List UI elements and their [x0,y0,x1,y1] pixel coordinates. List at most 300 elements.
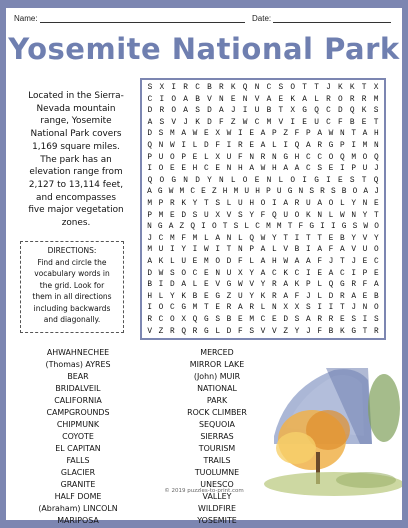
grid-letter[interactable]: D [181,211,186,220]
date-field[interactable] [252,14,391,23]
grid-letter[interactable]: J [147,234,152,243]
grid-letter[interactable]: L [244,223,250,232]
grid-letter[interactable]: R [192,327,198,336]
grid-letter[interactable]: R [260,153,266,162]
grid-letter[interactable]: A [183,107,188,116]
grid-letter[interactable]: N [373,142,379,150]
grid-letter[interactable]: I [147,165,152,174]
grid-letter[interactable]: I [339,165,345,174]
grid-letter[interactable]: L [169,258,175,266]
grid-letter[interactable]: W [363,223,369,232]
grid-letter[interactable]: G [226,281,232,290]
grid-letter[interactable]: E [302,118,307,127]
grid-letter[interactable]: E [203,281,209,290]
grid-letter[interactable]: W [283,258,288,266]
grid-letter[interactable]: M [362,142,368,150]
grid-letter[interactable]: A [317,200,322,208]
grid-letter[interactable]: U [226,269,232,278]
grid-letter[interactable]: B [226,316,232,324]
grid-letter[interactable]: C [255,223,260,232]
grid-letter[interactable]: V [147,327,152,336]
grid-letter[interactable]: U [181,258,186,266]
grid-letter[interactable]: P [339,142,345,150]
grid-letter[interactable]: R [326,95,331,104]
grid-letter[interactable]: U [158,153,164,162]
grid-letter[interactable]: K [181,292,186,301]
grid-letter[interactable]: I [192,246,198,255]
grid-letter[interactable]: G [171,176,177,185]
grid-letter[interactable]: C [326,107,331,116]
grid-letter[interactable]: Q [271,211,277,220]
grid-letter[interactable]: I [302,176,307,185]
grid-letter[interactable]: Y [249,269,254,278]
grid-letter[interactable]: M [266,223,271,232]
grid-letter[interactable]: Y [249,292,254,301]
grid-letter[interactable]: W [260,234,266,243]
grid-letter[interactable]: A [362,130,368,139]
grid-letter[interactable]: F [294,130,300,139]
grid-letter[interactable]: V [226,211,232,220]
grid-letter[interactable]: I [169,246,175,255]
grid-letter[interactable]: J [373,165,379,174]
grid-letter[interactable]: H [222,188,228,197]
grid-letter[interactable]: Q [349,107,355,116]
grid-letter[interactable]: J [351,258,356,266]
grid-letter[interactable]: I [237,130,243,139]
grid-letter[interactable]: F [317,327,322,336]
grid-letter[interactable]: C [203,165,209,174]
grid-letter[interactable]: P [147,211,152,220]
date-line[interactable] [273,14,391,23]
grid-letter[interactable]: S [330,188,336,197]
grid-letter[interactable]: R [271,292,277,301]
grid-letter[interactable]: I [351,142,356,150]
grid-letter[interactable]: O [290,176,296,185]
grid-letter[interactable]: C [317,153,322,162]
grid-letter[interactable]: X [181,316,186,324]
grid-letter[interactable]: U [237,292,243,301]
grid-letter[interactable]: S [294,316,300,324]
grid-letter[interactable]: E [169,211,175,220]
grid-letter[interactable]: D [203,142,209,150]
grid-letter[interactable]: A [294,258,300,266]
grid-letter[interactable]: L [192,281,198,290]
grid-letter[interactable]: A [317,246,322,255]
grid-letter[interactable]: K [195,118,200,127]
grid-letter[interactable]: P [249,246,254,255]
grid-letter[interactable]: R [183,84,188,92]
grid-letter[interactable]: M [276,223,282,232]
name-field[interactable] [14,14,245,23]
grid-letter[interactable]: A [147,188,152,197]
grid-letter[interactable]: E [373,200,379,208]
grid-letter[interactable]: N [254,84,260,92]
grid-letter[interactable]: E [169,165,175,174]
grid-letter[interactable]: S [233,223,239,232]
grid-letter[interactable]: G [203,327,209,336]
grid-letter[interactable]: U [244,188,250,197]
grid-letter[interactable]: C [254,118,260,127]
grid-letter[interactable]: H [255,188,260,197]
grid-letter[interactable]: D [147,107,153,116]
grid-letter[interactable]: M [158,211,164,220]
grid-letter[interactable]: K [337,84,343,92]
grid-letter[interactable]: L [192,142,198,150]
grid-letter[interactable]: K [305,211,311,220]
grid-letter[interactable]: Y [294,327,300,336]
grid-letter[interactable]: D [147,130,152,139]
grid-letter[interactable]: I [362,316,368,324]
grid-letter[interactable]: D [147,269,152,278]
grid-letter[interactable]: X [215,153,220,162]
grid-letter[interactable]: P [147,153,152,162]
grid-letter[interactable]: A [147,258,152,266]
grid-letter[interactable]: O [362,153,368,162]
grid-letter[interactable]: C [192,269,198,278]
grid-letter[interactable]: X [215,211,220,220]
grid-letter[interactable]: C [158,316,164,324]
grid-letter[interactable]: E [249,142,254,150]
grid-letter[interactable]: F [298,223,304,232]
grid-letter[interactable]: T [339,258,345,266]
grid-letter[interactable]: X [373,84,379,92]
grid-letter[interactable]: N [266,176,272,185]
grid-letter[interactable]: K [181,200,186,208]
grid-letter[interactable]: O [373,246,379,255]
grid-letter[interactable]: C [158,234,164,243]
grid-letter[interactable]: Y [169,292,175,301]
grid-letter[interactable]: Z [158,327,164,336]
grid-letter[interactable]: J [305,292,311,301]
grid-letter[interactable]: M [169,130,175,139]
grid-letter[interactable]: N [242,95,248,104]
grid-letter[interactable]: P [305,130,311,139]
grid-letter[interactable]: O [373,304,379,313]
grid-letter[interactable]: T [373,211,379,220]
grid-letter[interactable]: I [159,95,165,104]
grid-letter[interactable]: G [328,142,334,150]
grid-letter[interactable]: C [195,84,200,92]
grid-letter[interactable]: U [254,107,260,116]
grid-letter[interactable]: I [317,304,322,313]
grid-letter[interactable]: T [361,176,367,185]
grid-letter[interactable]: M [147,200,152,208]
grid-letter[interactable]: M [169,234,175,243]
grid-letter[interactable]: A [294,165,300,174]
grid-letter[interactable]: R [147,316,152,324]
grid-letter[interactable]: L [328,211,334,220]
grid-letter[interactable]: S [195,107,200,116]
grid-letter[interactable]: F [294,292,300,301]
grid-letter[interactable]: I [271,200,277,208]
grid-letter[interactable]: I [290,118,296,127]
grid-letter[interactable]: B [349,118,355,127]
grid-letter[interactable]: T [305,234,311,243]
grid-letter[interactable]: D [337,107,343,116]
grid-letter[interactable]: U [158,246,164,255]
grid-letter[interactable]: Y [249,211,254,220]
grid-letter[interactable]: Y [351,200,356,208]
grid-letter[interactable]: N [362,304,368,313]
grid-letter[interactable]: G [302,107,307,116]
grid-letter[interactable]: K [283,269,288,278]
grid-letter[interactable]: N [226,165,232,174]
grid-letter[interactable]: J [326,84,331,92]
grid-letter[interactable]: N [317,211,322,220]
grid-letter[interactable]: U [237,200,243,208]
grid-letter[interactable]: M [266,118,272,127]
grid-letter[interactable]: U [283,211,288,220]
grid-letter[interactable]: I [171,84,177,92]
grid-letter[interactable]: J [305,327,311,336]
grid-letter[interactable]: W [158,269,164,278]
grid-letter[interactable]: R [349,95,355,104]
grid-letter[interactable]: L [230,176,236,185]
grid-letter[interactable]: V [260,327,266,336]
grid-letter[interactable]: T [351,130,356,139]
grid-letter[interactable]: G [314,176,319,185]
grid-letter[interactable]: O [328,153,334,162]
grid-letter[interactable]: O [211,223,217,232]
grid-letter[interactable]: P [351,165,356,174]
grid-letter[interactable]: I [215,246,220,255]
grid-letter[interactable]: A [168,223,174,232]
grid-letter[interactable]: A [183,95,188,104]
grid-letter[interactable]: A [373,281,379,290]
grid-letter[interactable]: O [290,84,296,92]
grid-letter[interactable]: O [328,200,334,208]
grid-letter[interactable]: K [339,327,345,336]
grid-letter[interactable]: Z [211,188,217,197]
grid-letter[interactable]: R [159,107,165,116]
grid-letter[interactable]: F [218,118,224,127]
grid-letter[interactable]: Y [351,234,356,243]
grid-letter[interactable]: O [294,211,300,220]
grid-letter[interactable]: E [237,316,243,324]
grid-letter[interactable]: H [192,165,198,174]
grid-letter[interactable]: E [192,258,198,266]
grid-letter[interactable]: D [195,176,200,185]
grid-letter[interactable]: E [192,153,198,162]
grid-letter[interactable]: E [230,95,236,104]
grid-letter[interactable]: W [260,165,266,174]
grid-letter[interactable]: G [181,304,186,313]
grid-letter[interactable]: A [215,234,220,243]
grid-letter[interactable]: Z [226,292,232,301]
grid-letter[interactable]: Q [192,316,198,324]
grid-letter[interactable]: E [254,176,260,185]
grid-letter[interactable]: W [192,130,198,139]
grid-letter[interactable]: V [215,281,220,290]
grid-letter[interactable]: H [271,258,277,266]
grid-letter[interactable]: H [249,200,254,208]
grid-letter[interactable]: Z [230,118,236,127]
grid-letter[interactable]: B [373,292,379,301]
grid-letter[interactable]: W [168,188,174,197]
grid-letter[interactable]: G [203,316,209,324]
grid-letter[interactable]: Q [147,142,152,150]
grid-letter[interactable]: C [271,269,277,278]
grid-letter[interactable]: D [283,316,288,324]
grid-letter[interactable]: Q [242,84,248,92]
grid-letter[interactable]: G [351,327,356,336]
grid-letter[interactable]: C [305,153,311,162]
grid-letter[interactable]: E [328,234,334,243]
grid-letter[interactable]: N [351,211,356,220]
grid-letter[interactable]: M [233,188,239,197]
grid-letter[interactable]: R [169,327,175,336]
grid-letter[interactable]: Y [373,234,379,243]
grid-letter[interactable]: L [271,246,277,255]
grid-letter[interactable]: X [283,304,288,313]
grid-letter[interactable]: X [215,130,220,139]
grid-letter[interactable]: Z [283,130,288,139]
grid-letter[interactable]: R [317,142,322,150]
grid-letter[interactable]: S [169,269,175,278]
grid-letter[interactable]: L [203,234,209,243]
grid-letter[interactable]: I [328,304,334,313]
grid-letter[interactable]: W [339,211,345,220]
grid-letter[interactable]: L [314,95,319,104]
grid-letter[interactable]: S [352,223,358,232]
grid-letter[interactable]: N [298,188,304,197]
grid-letter[interactable]: E [215,304,220,313]
grid-letter[interactable]: S [309,188,315,197]
grid-letter[interactable]: N [218,176,224,185]
grid-letter[interactable]: C [305,165,311,174]
grid-letter[interactable]: O [171,95,177,104]
grid-letter[interactable]: R [237,142,243,150]
grid-letter[interactable]: H [373,130,379,139]
grid-letter[interactable]: Q [373,176,379,185]
grid-letter[interactable]: T [203,304,209,313]
grid-letter[interactable]: S [215,316,220,324]
name-line[interactable] [40,14,245,23]
grid-letter[interactable]: N [218,95,224,104]
grid-letter[interactable]: L [215,327,220,336]
grid-letter[interactable]: C [373,258,379,266]
grid-letter[interactable]: J [374,188,379,197]
grid-letter[interactable]: S [159,118,165,127]
grid-letter[interactable]: S [305,304,311,313]
grid-letter[interactable]: N [158,142,164,150]
grid-letter[interactable]: C [147,95,153,104]
grid-letter[interactable]: F [215,142,220,150]
grid-letter[interactable]: O [374,223,379,232]
grid-letter[interactable]: Q [190,223,196,232]
grid-letter[interactable]: A [218,107,224,116]
grid-letter[interactable]: A [260,130,266,139]
grid-letter[interactable]: R [169,200,175,208]
grid-letter[interactable]: C [260,316,266,324]
grid-letter[interactable]: R [294,200,300,208]
grid-letter[interactable]: E [373,269,379,278]
grid-letter[interactable]: C [169,304,175,313]
grid-letter[interactable]: O [260,200,266,208]
grid-letter[interactable]: Q [147,176,153,185]
grid-letter[interactable]: X [159,84,165,92]
grid-letter[interactable]: E [215,165,220,174]
grid-letter[interactable]: X [237,269,243,278]
grid-letter[interactable]: C [339,269,345,278]
grid-letter[interactable]: E [317,269,322,278]
grid-letter[interactable]: F [362,281,368,290]
grid-letter[interactable]: V [271,327,277,336]
grid-letter[interactable]: N [271,304,277,313]
grid-letter[interactable]: T [222,223,228,232]
grid-letter[interactable]: A [328,269,334,278]
grid-letter[interactable]: T [362,327,368,336]
grid-letter[interactable]: I [294,234,300,243]
grid-letter[interactable]: A [283,200,288,208]
grid-letter[interactable]: A [237,304,243,313]
grid-letter[interactable]: P [271,130,277,139]
grid-letter[interactable]: M [249,316,254,324]
grid-letter[interactable]: M [179,188,185,197]
grid-letter[interactable]: O [169,316,175,324]
grid-letter[interactable]: N [183,176,188,185]
grid-letter[interactable]: N [215,269,220,278]
grid-letter[interactable]: N [249,153,254,162]
grid-letter[interactable]: R [351,281,356,290]
grid-letter[interactable]: A [181,130,186,139]
grid-letter[interactable]: I [181,142,186,150]
grid-letter[interactable]: A [317,130,322,139]
grid-letter[interactable]: J [230,107,236,116]
word-search-grid[interactable] [140,78,386,340]
grid-letter[interactable]: B [294,246,300,255]
grid-letter[interactable]: P [266,188,271,197]
grid-letter[interactable]: O [158,304,164,313]
grid-letter[interactable]: V [283,246,288,255]
grid-letter[interactable]: Y [362,211,368,220]
grid-letter[interactable]: L [339,200,345,208]
grid-letter[interactable]: W [169,142,175,150]
grid-letter[interactable]: W [203,246,209,255]
grid-letter[interactable]: Z [283,327,288,336]
grid-letter[interactable]: D [169,281,175,290]
grid-letter[interactable]: L [317,292,322,301]
grid-letter[interactable]: M [192,234,198,243]
grid-letter[interactable]: H [237,165,243,174]
grid-letter[interactable]: A [260,269,266,278]
grid-letter[interactable]: B [328,327,334,336]
grid-letter[interactable]: M [373,95,379,104]
grid-letter[interactable]: D [328,292,334,301]
grid-letter[interactable]: B [192,292,198,301]
grid-letter[interactable]: E [362,292,368,301]
grid-letter[interactable]: L [158,292,164,301]
grid-letter[interactable]: I [242,107,248,116]
grid-letter[interactable]: K [290,95,296,104]
grid-letter[interactable]: E [203,292,209,301]
grid-letter[interactable]: R [271,281,277,290]
grid-letter[interactable]: U [226,153,232,162]
grid-letter[interactable]: K [260,292,266,301]
grid-letter[interactable]: Q [314,107,319,116]
grid-letter[interactable]: R [328,316,334,324]
grid-letter[interactable]: U [314,118,319,127]
grid-letter[interactable]: E [328,165,334,174]
grid-letter[interactable]: G [309,223,315,232]
grid-letter[interactable]: O [171,107,177,116]
grid-letter[interactable]: S [237,211,243,220]
grid-letter[interactable]: T [226,246,232,255]
grid-letter[interactable]: F [260,211,266,220]
grid-letter[interactable]: U [276,188,282,197]
grid-letter[interactable]: A [351,292,356,301]
grid-letter[interactable]: I [226,142,232,150]
